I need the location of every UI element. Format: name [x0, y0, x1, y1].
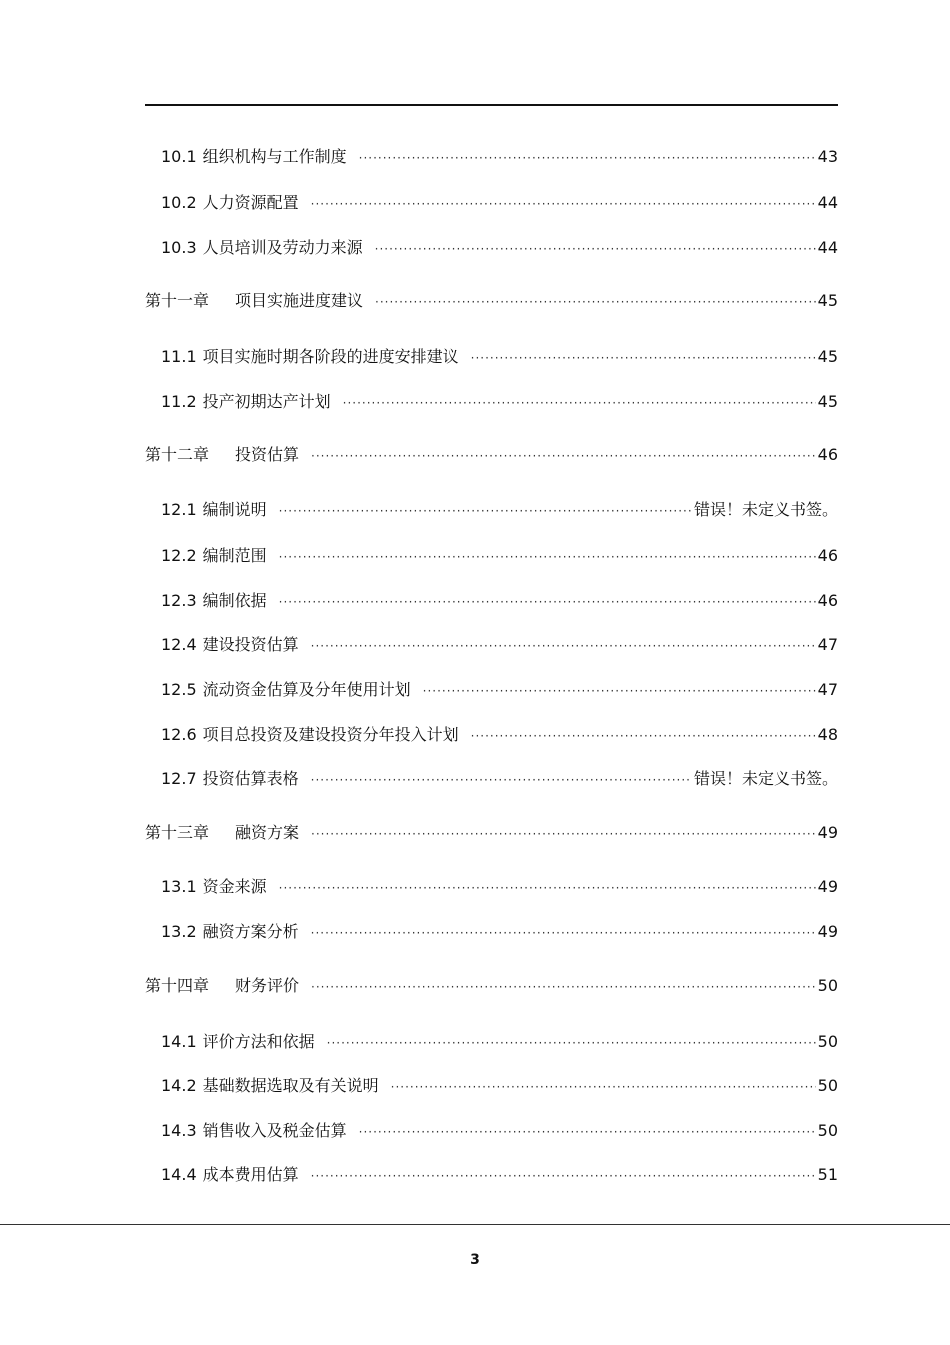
- toc-entry[interactable]: [161, 634, 838, 657]
- toc-entry-page: 44: [817, 238, 838, 257]
- toc-entry[interactable]: [161, 1164, 838, 1187]
- toc-entry-number: 10.2: [161, 193, 197, 212]
- toc-entry-title: 建设投资估算: [202, 635, 299, 654]
- toc-entry-number: 第十一章: [145, 291, 210, 310]
- toc-entry-title: 成本费用估算: [202, 1165, 299, 1184]
- toc-entry-number: 14.4: [161, 1165, 197, 1184]
- toc-entry-page: 46: [817, 591, 838, 610]
- toc-chapter-entry[interactable]: [145, 822, 838, 845]
- toc-entry-page: 46: [817, 546, 838, 565]
- toc-dot-leader: [311, 192, 816, 215]
- toc-entry-number: 12.2: [161, 546, 197, 565]
- toc-entry-number: 12.6: [161, 725, 197, 744]
- toc-entry-title: 流动资金估算及分年使用计划: [202, 680, 411, 699]
- toc-entry[interactable]: [161, 192, 838, 215]
- toc-dot-leader: [311, 768, 692, 791]
- toc-entry-number: 12.4: [161, 635, 197, 654]
- toc-dot-leader: [359, 1120, 816, 1143]
- toc-entry-page-error: 错误！未定义书签。: [693, 769, 838, 788]
- toc-entry-page: 50: [817, 976, 838, 995]
- toc-entry-title: 资金来源: [202, 877, 267, 896]
- toc-entry-page: 49: [817, 877, 838, 896]
- toc-entry-number: 14.2: [161, 1076, 197, 1095]
- toc-entry-title: 组织机构与工作制度: [202, 147, 347, 166]
- toc-dot-leader: [311, 822, 816, 845]
- toc-entry-number: 12.7: [161, 769, 197, 788]
- toc-entry-page: 50: [817, 1076, 838, 1095]
- toc-entry[interactable]: [161, 545, 838, 568]
- toc-entry-title: 投资估算表格: [202, 769, 299, 788]
- toc-entry-page: 45: [817, 347, 838, 366]
- toc-entry[interactable]: [161, 590, 838, 613]
- toc-entry-page: 50: [817, 1121, 838, 1140]
- toc-entry-number: 12.5: [161, 680, 197, 699]
- toc-entry[interactable]: [161, 146, 838, 169]
- toc-entry-number: 10.1: [161, 147, 197, 166]
- toc-entry-title: 项目实施进度建议: [235, 291, 364, 310]
- toc-entry[interactable]: [161, 391, 838, 414]
- toc-chapter-entry[interactable]: [145, 444, 838, 467]
- toc-entry[interactable]: [161, 346, 838, 369]
- toc-entry-number: 11.1: [161, 347, 197, 366]
- toc-entry-title: 评价方法和依据: [202, 1032, 315, 1051]
- toc-dot-leader: [391, 1075, 816, 1098]
- toc-entry-page: 49: [817, 922, 838, 941]
- toc-dot-leader: [279, 876, 816, 899]
- toc-entry-page: 47: [817, 635, 838, 654]
- toc-entry-title: 基础数据选取及有关说明: [202, 1076, 379, 1095]
- toc-entry-number: 第十二章: [145, 445, 210, 464]
- toc-entry[interactable]: [161, 724, 838, 747]
- toc-entry-page: 51: [817, 1165, 838, 1184]
- toc-dot-leader: [375, 237, 816, 260]
- toc-entry-title: 编制说明: [202, 500, 267, 519]
- toc-entry-number: 14.3: [161, 1121, 197, 1140]
- toc-entry[interactable]: [161, 679, 838, 702]
- toc-entry-title: 编制范围: [202, 546, 267, 565]
- toc-dot-leader: [359, 146, 816, 169]
- toc-dot-leader: [375, 290, 816, 313]
- toc-dot-leader: [327, 1031, 816, 1054]
- toc-entry-page: 46: [817, 445, 838, 464]
- toc-entry-page: 44: [817, 193, 838, 212]
- toc-dot-leader: [423, 679, 816, 702]
- toc-entry-number: 12.1: [161, 500, 197, 519]
- toc-entry-number: 10.3: [161, 238, 197, 257]
- toc-entry-title: 编制依据: [202, 591, 267, 610]
- toc-entry-page: 50: [817, 1032, 838, 1051]
- toc-dot-leader: [471, 724, 816, 747]
- toc-entry-page-error: 错误！未定义书签。: [693, 500, 838, 519]
- toc-entry-number: 12.3: [161, 591, 197, 610]
- toc-entry-page: 47: [817, 680, 838, 699]
- page-number: 3: [470, 1252, 480, 1268]
- toc-dot-leader: [311, 444, 816, 467]
- toc-entry-page: 45: [817, 392, 838, 411]
- toc-dot-leader: [343, 391, 816, 414]
- toc-entry-number: 第十四章: [145, 976, 210, 995]
- toc-entry-title: 融资方案分析: [202, 922, 299, 941]
- toc-entry-title: 人员培训及劳动力来源: [202, 238, 363, 257]
- toc-chapter-entry[interactable]: [145, 975, 838, 998]
- toc-entry-title: 项目实施时期各阶段的进度安排建议: [202, 347, 459, 366]
- toc-entry[interactable]: [161, 499, 838, 522]
- toc-entry-number: 13.1: [161, 877, 197, 896]
- toc-chapter-entry[interactable]: [145, 290, 838, 313]
- toc-entry[interactable]: [161, 237, 838, 260]
- toc-dot-leader: [279, 545, 816, 568]
- toc-entry[interactable]: [161, 768, 838, 791]
- toc-dot-leader: [311, 921, 816, 944]
- toc-entry[interactable]: [161, 1075, 838, 1098]
- toc-entry-title: 投产初期达产计划: [202, 392, 331, 411]
- toc-dot-leader: [311, 1164, 816, 1187]
- toc-entry-page: 45: [817, 291, 838, 310]
- toc-entry-title: 投资估算: [235, 445, 300, 464]
- toc-entry[interactable]: [161, 1120, 838, 1143]
- footer-rule: [0, 1224, 950, 1225]
- toc-dot-leader: [279, 590, 816, 613]
- toc-entry-number: 14.1: [161, 1032, 197, 1051]
- toc-dot-leader: [311, 975, 816, 998]
- toc-entry-number: 13.2: [161, 922, 197, 941]
- toc-entry-title: 融资方案: [235, 823, 300, 842]
- toc-entry[interactable]: [161, 876, 838, 899]
- toc-entry[interactable]: [161, 921, 838, 944]
- toc-entry[interactable]: [161, 1031, 838, 1054]
- toc-entry-number: 11.2: [161, 392, 197, 411]
- toc-entry-title: 人力资源配置: [202, 193, 299, 212]
- toc-entry-page: 48: [817, 725, 838, 744]
- toc-entry-page: 43: [817, 147, 838, 166]
- toc-entry-number: 第十三章: [145, 823, 210, 842]
- toc-entry-title: 销售收入及税金估算: [202, 1121, 347, 1140]
- toc-entry-title: 财务评价: [235, 976, 300, 995]
- toc-dot-leader: [311, 634, 816, 657]
- toc-entry-page: 49: [817, 823, 838, 842]
- toc-dot-leader: [471, 346, 816, 369]
- toc-dot-leader: [279, 499, 692, 522]
- toc-entry-title: 项目总投资及建设投资分年投入计划: [202, 725, 459, 744]
